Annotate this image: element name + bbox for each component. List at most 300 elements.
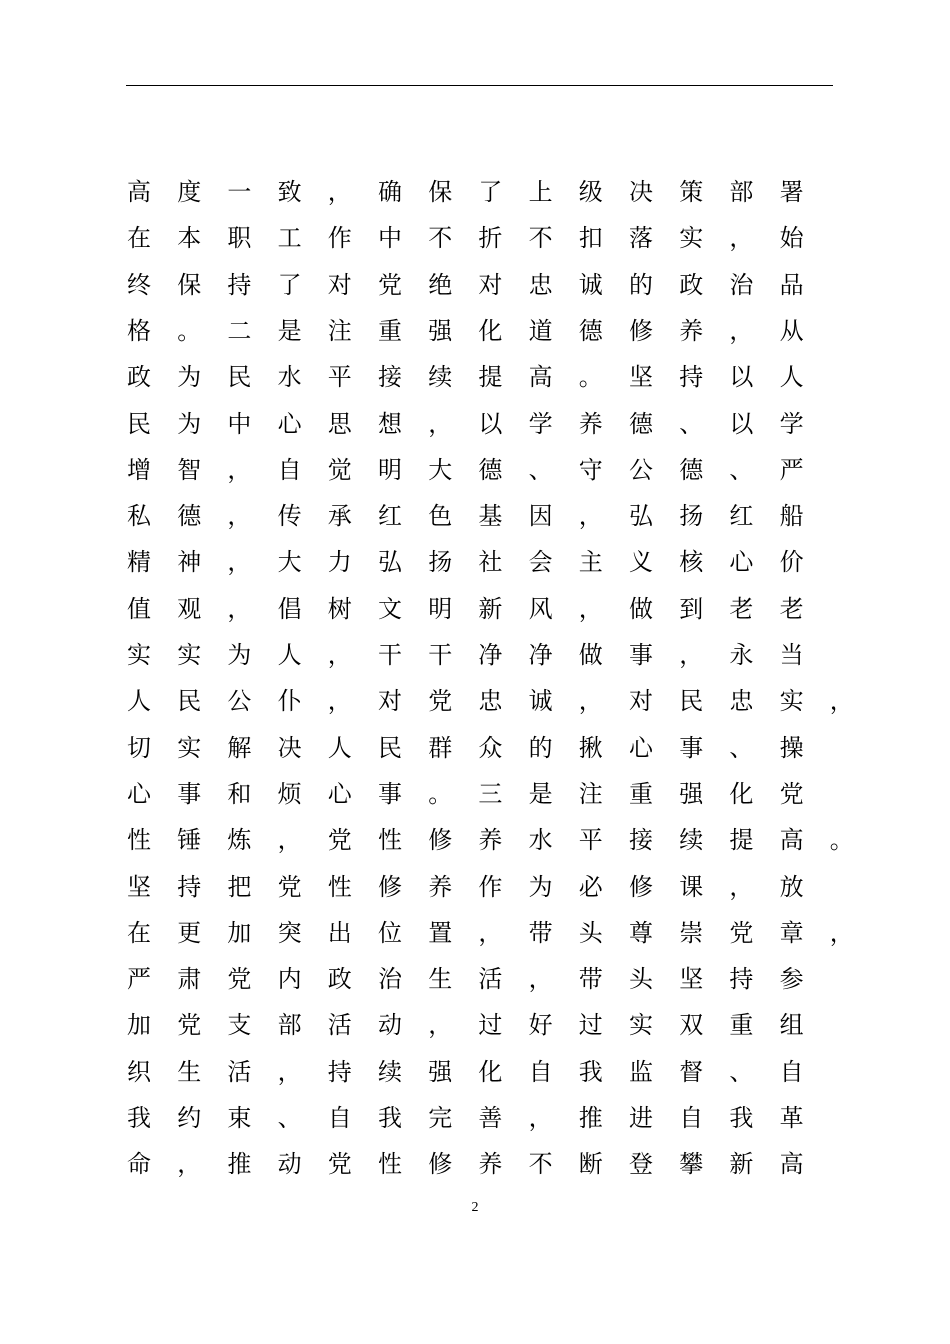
text-char: 扣 [578, 224, 603, 253]
text-char: 高 [779, 1150, 804, 1179]
text-char: 善 [478, 1104, 503, 1132]
text-line [116, 447, 856, 493]
text-char: 德 [629, 409, 653, 438]
text-char: 品 [779, 270, 804, 299]
text-char: 是 [528, 779, 553, 808]
text-char: 生 [177, 1057, 202, 1086]
text-char: 养 [428, 872, 453, 901]
text-char: 为 [177, 363, 202, 392]
text-char: 平 [578, 826, 603, 855]
text-char: 治 [729, 270, 754, 299]
text-char: 实 [779, 687, 804, 716]
text-char: 、 [528, 455, 553, 484]
text-line [116, 401, 856, 447]
text-char: 修 [378, 872, 402, 901]
text-char: 高 [127, 178, 151, 206]
text-char: 必 [578, 872, 603, 901]
text-char: 党 [428, 687, 453, 716]
text-char: 自 [277, 455, 302, 484]
text-char: 部 [729, 178, 754, 206]
text-char: 性 [378, 1150, 402, 1179]
text-char: 登 [629, 1150, 653, 1179]
text-char: 活 [227, 1057, 252, 1086]
text-char: 水 [277, 363, 302, 392]
text-char: 养 [478, 826, 503, 855]
text-char: 对 [478, 270, 503, 299]
text-char: 实 [629, 1011, 653, 1040]
text-char: 内 [277, 965, 302, 994]
text-char: 绝 [428, 270, 453, 299]
text-char: 头 [578, 918, 603, 947]
text-char: 更 [177, 918, 202, 947]
text-char: 民 [679, 687, 704, 716]
text-char: 做 [578, 641, 603, 669]
text-char: 强 [428, 316, 453, 345]
text-char: 对 [327, 270, 352, 299]
text-char: 了 [478, 178, 503, 206]
text-char: ， [327, 178, 352, 206]
text-char: 心 [327, 779, 352, 808]
text-char: 仆 [277, 687, 302, 716]
text-char: 职 [227, 224, 252, 253]
text-char: ， [428, 1011, 453, 1040]
text-char: 进 [629, 1104, 653, 1132]
text-char: 事 [679, 733, 704, 762]
text-char: 明 [378, 455, 402, 484]
text-char: 双 [679, 1011, 704, 1040]
text-char: 中 [378, 224, 402, 253]
text-char: 持 [227, 270, 252, 299]
text-char: 生 [428, 965, 453, 994]
text-line [116, 1049, 856, 1095]
text-char: 传 [277, 502, 302, 531]
text-char: 约 [177, 1104, 202, 1132]
text-char: 修 [629, 316, 653, 345]
text-char: ， [327, 641, 352, 669]
text-char: 续 [428, 363, 453, 392]
text-char: 守 [578, 455, 603, 484]
text-char: 社 [478, 548, 503, 577]
text-char: 价 [779, 548, 804, 577]
text-char: 自 [679, 1104, 704, 1132]
text-char: 众 [478, 733, 503, 762]
text-char: 置 [428, 918, 453, 947]
text-char: 思 [327, 409, 352, 438]
text-char: 政 [327, 965, 352, 994]
text-char: 的 [528, 733, 553, 762]
text-char: 重 [378, 316, 402, 345]
text-char: 推 [227, 1150, 252, 1179]
text-char: 强 [428, 1057, 453, 1086]
text-char: 核 [679, 548, 704, 577]
text-char: 承 [327, 502, 352, 531]
text-char: 一 [227, 178, 252, 206]
text-char: ， [829, 918, 854, 947]
text-char: ， [528, 965, 553, 994]
text-char: 从 [779, 316, 804, 345]
text-char: 织 [127, 1057, 151, 1086]
text-char: 肃 [177, 965, 202, 994]
text-char: 诚 [528, 687, 553, 716]
text-line [116, 817, 856, 863]
text-char: 锤 [177, 826, 202, 855]
text-char: 德 [478, 455, 503, 484]
text-char: ， [327, 687, 352, 716]
text-line [116, 1095, 856, 1141]
text-char: 以 [729, 409, 754, 438]
text-char: 章 [779, 918, 804, 947]
text-char: 炼 [227, 826, 252, 855]
text-char: 实 [127, 641, 151, 669]
text-char: 落 [629, 224, 653, 253]
text-char: 。 [428, 779, 453, 808]
text-char: 治 [378, 965, 402, 994]
text-char: 心 [127, 779, 151, 808]
text-char: 切 [127, 733, 151, 762]
text-char: 的 [629, 270, 653, 299]
text-char: 不 [428, 224, 453, 253]
text-char: 续 [679, 826, 704, 855]
text-char: 持 [327, 1057, 352, 1086]
text-char: 党 [227, 965, 252, 994]
text-char: 人 [327, 733, 352, 762]
text-char: 观 [177, 594, 202, 623]
text-char: 我 [578, 1057, 603, 1086]
text-char: 民 [378, 733, 402, 762]
text-char: 忠 [528, 270, 553, 299]
text-char: 民 [127, 409, 151, 438]
text-char: 实 [177, 733, 202, 762]
text-char: 德 [578, 316, 603, 345]
text-char: 活 [327, 1011, 352, 1040]
text-line [116, 632, 856, 678]
text-char: 活 [478, 965, 503, 994]
text-char: 政 [127, 363, 151, 392]
text-char: 文 [378, 594, 402, 623]
text-char: 出 [327, 918, 352, 947]
text-char: 终 [127, 270, 151, 299]
text-char: 推 [578, 1104, 603, 1132]
text-char: 保 [177, 270, 202, 299]
text-char: 船 [779, 502, 804, 531]
text-char: 解 [227, 733, 252, 762]
text-char: 净 [528, 641, 553, 669]
text-char: 确 [378, 178, 402, 206]
text-char: 老 [729, 594, 754, 623]
text-char: ， [227, 455, 252, 484]
text-char: 修 [629, 872, 653, 901]
text-char: 增 [127, 455, 151, 484]
text-char: 化 [478, 1057, 503, 1086]
text-char: 到 [679, 594, 704, 623]
text-char: ， [578, 502, 603, 531]
text-char: 致 [277, 178, 302, 206]
text-char: 督 [679, 1057, 704, 1086]
text-line [116, 771, 856, 817]
text-char: 、 [729, 733, 754, 762]
text-char: 了 [277, 270, 302, 299]
text-char: 新 [729, 1150, 754, 1179]
text-char: 智 [177, 455, 202, 484]
text-char: 神 [177, 548, 202, 577]
text-char: 提 [478, 363, 503, 392]
text-char: ， [729, 872, 754, 901]
text-char: 公 [629, 455, 653, 484]
text-char: 大 [277, 548, 302, 577]
text-char: 实 [679, 224, 704, 253]
text-char: 性 [327, 872, 352, 901]
text-char: 人 [127, 687, 151, 716]
text-line [116, 956, 856, 1002]
text-char: 党 [277, 872, 302, 901]
text-char: 监 [629, 1057, 653, 1086]
text-char: 坚 [127, 872, 151, 901]
page-number: 2 [471, 1200, 479, 1215]
text-char: ， [428, 409, 453, 438]
text-char: 事 [378, 779, 402, 808]
text-char: 修 [428, 826, 453, 855]
text-char: 政 [679, 270, 704, 299]
text-char: ， [277, 826, 302, 855]
text-char: 放 [779, 872, 804, 901]
text-char: 参 [779, 965, 804, 994]
text-char: 严 [779, 455, 804, 484]
text-char: 揪 [578, 733, 603, 762]
text-char: 重 [729, 1011, 754, 1040]
text-line [116, 678, 856, 724]
text-char: 新 [478, 594, 503, 623]
text-char: 不 [528, 1150, 553, 1179]
text-char: ， [829, 687, 854, 716]
text-char: 想 [378, 409, 402, 438]
text-char: ， [227, 594, 252, 623]
text-char: 部 [277, 1011, 302, 1040]
text-char: 平 [327, 363, 352, 392]
text-char: 决 [629, 178, 653, 206]
text-char: 注 [327, 316, 352, 345]
text-char: 严 [127, 965, 151, 994]
text-char: 坚 [679, 965, 704, 994]
text-char: 修 [428, 1150, 453, 1179]
text-char: 红 [378, 502, 402, 531]
text-char: 为 [528, 872, 553, 901]
text-line [116, 1002, 856, 1048]
text-char: 在 [127, 224, 151, 253]
text-char: 决 [277, 733, 302, 762]
text-char: ， [578, 687, 603, 716]
text-char: 党 [378, 270, 402, 299]
text-char: 弘 [378, 548, 402, 577]
text-char: 三 [478, 779, 503, 808]
text-char: 尊 [629, 918, 653, 947]
text-char: 我 [729, 1104, 754, 1132]
text-char: 学 [528, 409, 553, 438]
text-line [116, 354, 856, 400]
text-char: 私 [127, 502, 151, 531]
text-char: 公 [227, 687, 252, 716]
text-char: 精 [127, 548, 151, 577]
text-char: 位 [378, 918, 402, 947]
text-char: ， [578, 594, 603, 623]
text-char: 是 [277, 316, 302, 345]
text-char: 力 [327, 548, 352, 577]
text-char: ， [177, 1150, 202, 1179]
text-char: 、 [729, 1057, 754, 1086]
text-char: 树 [327, 594, 352, 623]
text-char: 自 [528, 1057, 553, 1086]
text-char: 署 [779, 178, 804, 206]
text-char: 操 [779, 733, 804, 762]
text-char: 、 [679, 409, 704, 438]
text-char: 提 [729, 826, 754, 855]
text-char: 养 [478, 1150, 503, 1179]
text-char: 强 [679, 779, 704, 808]
text-char: 扬 [428, 548, 453, 577]
text-char: 德 [679, 455, 704, 484]
text-char: 事 [177, 779, 202, 808]
text-char: 忠 [729, 687, 754, 716]
text-char: 动 [378, 1011, 402, 1040]
text-char: 好 [528, 1011, 553, 1040]
text-char: 值 [127, 594, 151, 623]
text-char: 养 [679, 316, 704, 345]
text-char: 完 [428, 1104, 453, 1132]
text-char: 心 [729, 548, 754, 577]
text-char: 度 [177, 178, 202, 206]
text-char: 加 [127, 1011, 151, 1040]
text-char: 色 [428, 502, 453, 531]
text-char: 二 [227, 316, 252, 345]
text-char: 断 [578, 1150, 603, 1179]
text-char: 对 [378, 687, 402, 716]
text-char: 。 [829, 826, 854, 855]
text-char: 命 [127, 1150, 151, 1179]
text-char: 上 [528, 178, 553, 206]
text-char: 本 [177, 224, 202, 253]
text-char: 持 [679, 363, 704, 392]
text-char: 大 [428, 455, 453, 484]
text-char: 对 [629, 687, 653, 716]
text-char: 做 [629, 594, 653, 623]
text-char: 策 [679, 178, 704, 206]
text-char: 我 [378, 1104, 402, 1132]
text-char: ， [277, 1057, 302, 1086]
text-char: 加 [227, 918, 252, 947]
text-char: 实 [177, 641, 202, 669]
text-char: 、 [277, 1104, 302, 1132]
text-char: 党 [779, 779, 804, 808]
text-char: 以 [729, 363, 754, 392]
text-char: 因 [528, 502, 553, 531]
text-char: 干 [428, 641, 453, 669]
text-line [116, 308, 856, 354]
text-char: 注 [578, 779, 603, 808]
text-char: 保 [428, 178, 453, 206]
text-char: 性 [378, 826, 402, 855]
text-char: 在 [127, 918, 151, 947]
text-char: 永 [729, 641, 754, 669]
text-char: 主 [578, 548, 603, 577]
text-line [116, 539, 856, 585]
text-char: 束 [227, 1104, 252, 1132]
text-char: 重 [629, 779, 653, 808]
text-char: 水 [528, 826, 553, 855]
text-char: 头 [629, 965, 653, 994]
text-line [116, 725, 856, 771]
text-char: 过 [478, 1011, 503, 1040]
text-char: ， [478, 918, 503, 947]
text-char: 高 [528, 363, 553, 392]
text-line [116, 586, 856, 632]
text-char: 净 [478, 641, 503, 669]
text-char: 、 [729, 455, 754, 484]
text-char: 接 [378, 363, 402, 392]
text-char: 持 [177, 872, 202, 901]
text-char: 革 [779, 1104, 804, 1132]
text-char: 作 [478, 872, 503, 901]
text-char: 把 [227, 872, 252, 901]
text-char: ， [528, 1104, 553, 1132]
text-char: 级 [578, 178, 603, 206]
text-char: 民 [177, 687, 202, 716]
text-char: 持 [729, 965, 754, 994]
text-char: 动 [277, 1150, 302, 1179]
text-char: 老 [779, 594, 804, 623]
text-line [116, 262, 856, 308]
text-char: 崇 [679, 918, 704, 947]
text-line [116, 169, 856, 215]
text-char: 化 [478, 316, 503, 345]
text-char: 我 [127, 1104, 151, 1132]
text-char: 事 [629, 641, 653, 669]
text-char: 和 [227, 779, 252, 808]
text-char: 带 [528, 918, 553, 947]
text-char: 学 [779, 409, 804, 438]
text-char: 基 [478, 502, 503, 531]
text-char: 自 [327, 1104, 352, 1132]
text-char: 道 [528, 316, 553, 345]
text-char: 化 [729, 779, 754, 808]
text-char: 烦 [277, 779, 302, 808]
text-char: 为 [177, 409, 202, 438]
text-line [116, 493, 856, 539]
text-line [116, 864, 856, 910]
text-line [116, 1141, 856, 1187]
text-char: 党 [729, 918, 754, 947]
text-char: 中 [227, 409, 252, 438]
text-char: 干 [378, 641, 402, 669]
text-char: 扬 [679, 502, 704, 531]
text-char: 续 [378, 1057, 402, 1086]
text-char: 心 [629, 733, 653, 762]
text-char: 接 [629, 826, 653, 855]
text-char: 义 [629, 548, 653, 577]
text-char: 支 [227, 1011, 252, 1040]
text-char: 以 [478, 409, 503, 438]
text-char: 。 [578, 363, 603, 392]
text-char: 带 [578, 965, 603, 994]
text-char: 攀 [679, 1150, 704, 1179]
text-char: 会 [528, 548, 553, 577]
text-char: 倡 [277, 594, 302, 623]
text-char: 性 [127, 826, 151, 855]
text-char: 组 [779, 1011, 804, 1040]
text-line [116, 215, 856, 261]
text-char: 党 [327, 826, 352, 855]
text-char: 格 [127, 316, 151, 345]
text-char: ， [679, 641, 704, 669]
text-char: 党 [177, 1011, 202, 1040]
